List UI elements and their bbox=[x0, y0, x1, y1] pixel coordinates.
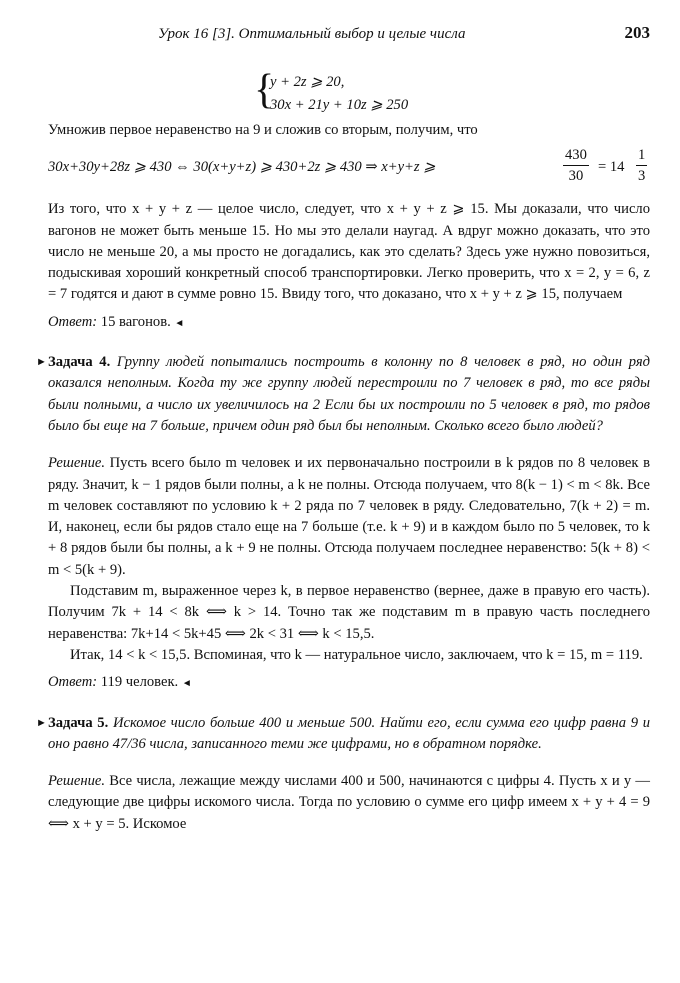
system-brace: { bbox=[254, 67, 275, 113]
solution-label: Решение. bbox=[48, 773, 106, 790]
page-number: 203 bbox=[624, 23, 650, 42]
end-mark-icon: ◄ bbox=[181, 678, 192, 690]
paragraph-integer-argument: Из того, что x + y + z — целое число, следует, что x + y + z ⩾ 15. Мы доказали, что число вагонов не может быть меньше 15. Но мы это делали наугад. А вдруг можно доказать, что это число не меньше 20, а мы просто не догадались, как это сделать? Здесь уже нужно повозиться, подыскивая хороший конкретный способ транспортировки. Легко проверить, что x = 2, y = 6, z = 7 годятся и дают в сумме ровно 15. Ввиду того, что доказано, что x + y + z ⩾ 15, получаем bbox=[48, 201, 650, 303]
solution-5-paragraph-1 bbox=[48, 771, 650, 835]
end-mark-icon: ◄ bbox=[174, 317, 185, 329]
derivation-formula bbox=[48, 145, 650, 191]
answer-label: Ответ: bbox=[48, 674, 98, 691]
answer-2 bbox=[48, 672, 650, 694]
formula-main: 30x+30y+28z ⩾ 430 ⇔ 30(x+y+z) ⩾ 430+2z ⩾ 430 ⇒ x+y+z ⩾ bbox=[48, 159, 436, 176]
answer-label: Ответ: bbox=[48, 313, 98, 330]
fraction-numerator: 430 bbox=[563, 145, 589, 166]
task-5-statement: Искомое число больше 400 и меньше 500. Найти его, если сумма его цифр равна 9 и оно равно 47/36 числа, записанного теми же цифрами, но в обратном порядке. bbox=[48, 714, 650, 752]
answer-text: 119 человек. bbox=[100, 674, 179, 691]
task-arrow-icon: ► bbox=[36, 716, 47, 729]
formula-fraction bbox=[563, 145, 589, 186]
task-arrow-icon: ► bbox=[36, 356, 47, 369]
answer-1 bbox=[48, 312, 650, 334]
page-header bbox=[46, 24, 650, 48]
task-5 bbox=[36, 713, 650, 756]
running-title: Урок 16 [3]. Оптимальный выбор и целые числа bbox=[158, 26, 466, 42]
task-4-statement: Группу людей попытались построить в колонну по 8 человек в ряд, но один ряд оказался неполным. Когда ту же группу людей перестроили по 7 человек в ряд, то все ряды были полными, а число их увеличилось на 2 Если бы их построили по 5 человек в ряд, то рядов было бы еще на 7 больше, причем один ряд был бы неполным. Сколько всего было людей? bbox=[48, 354, 650, 434]
inequality-system bbox=[254, 67, 650, 116]
task-4 bbox=[36, 352, 650, 437]
solution-5-text-1: Все числа, лежащие между числами 400 и 500, начинаются с цифры 4. Пусть x и y — следующие две цифры искомого числа. Тогда по условию о сумме его цифр имеем x + y + 4 = 9 ⟺ x + y = 5. Искомое bbox=[48, 773, 650, 832]
system-line-2: 30x + 21y + 10z ⩾ 250 bbox=[270, 97, 409, 113]
formula-equals: = 14 bbox=[598, 159, 625, 176]
system-line-1: y + 2z ⩾ 20, bbox=[270, 74, 345, 90]
mixed-numerator: 1 bbox=[636, 145, 647, 166]
answer-text: 15 вагонов. bbox=[100, 313, 171, 330]
paragraph-multiply: Умножив первое неравенство на 9 и сложив со вторым, получим, что bbox=[48, 122, 478, 138]
page-content bbox=[36, 67, 650, 835]
solution-label: Решение. bbox=[48, 455, 106, 472]
solution-4-paragraph-1 bbox=[48, 453, 650, 581]
mixed-fraction bbox=[636, 145, 647, 186]
solution-4-paragraph-3: Итак, 14 < k < 15,5. Вспоминая, что k — натуральное число, заключаем, что k = 15, m = 119. bbox=[70, 646, 643, 663]
solution-4-text-1: Пусть всего было m человек и их первоначально построили в k рядов по 8 человек в ряду. Значит, k − 1 рядов были полны, а k не полны. Отсюда получаем, что 8(k − 1) < m < 8k. Все m человек составляют по условию k + 2 ряда по 7 человек в ряду. Следовательно, 7(k + 2) = m. И, наконец, если бы рядов стало еще на 7 больше (т.е. k + 9) и в каждом было по 5 человек, то k + 8 рядов были бы полны, а k + 9 не полны. Отсюда получаем последнее неравенство: 5(k + 8) < m < 5(k + 9). bbox=[48, 455, 650, 578]
mixed-denominator: 3 bbox=[638, 168, 646, 185]
task-4-heading: Задача 4. bbox=[48, 354, 111, 371]
fraction-denominator: 30 bbox=[568, 168, 584, 185]
task-5-heading: Задача 5. bbox=[48, 714, 109, 731]
solution-4-paragraph-2: Подставим m, выраженное через k, в первое неравенство (вернее, даже в правую его часть). Получим 7k + 14 < 8k ⟺ k > 14. Точно так же подставим m в правую часть последнего неравенства: 7k+14 < 5k+45 ⟺ 2k < 31 ⟺ k < 15,5. bbox=[48, 583, 650, 642]
